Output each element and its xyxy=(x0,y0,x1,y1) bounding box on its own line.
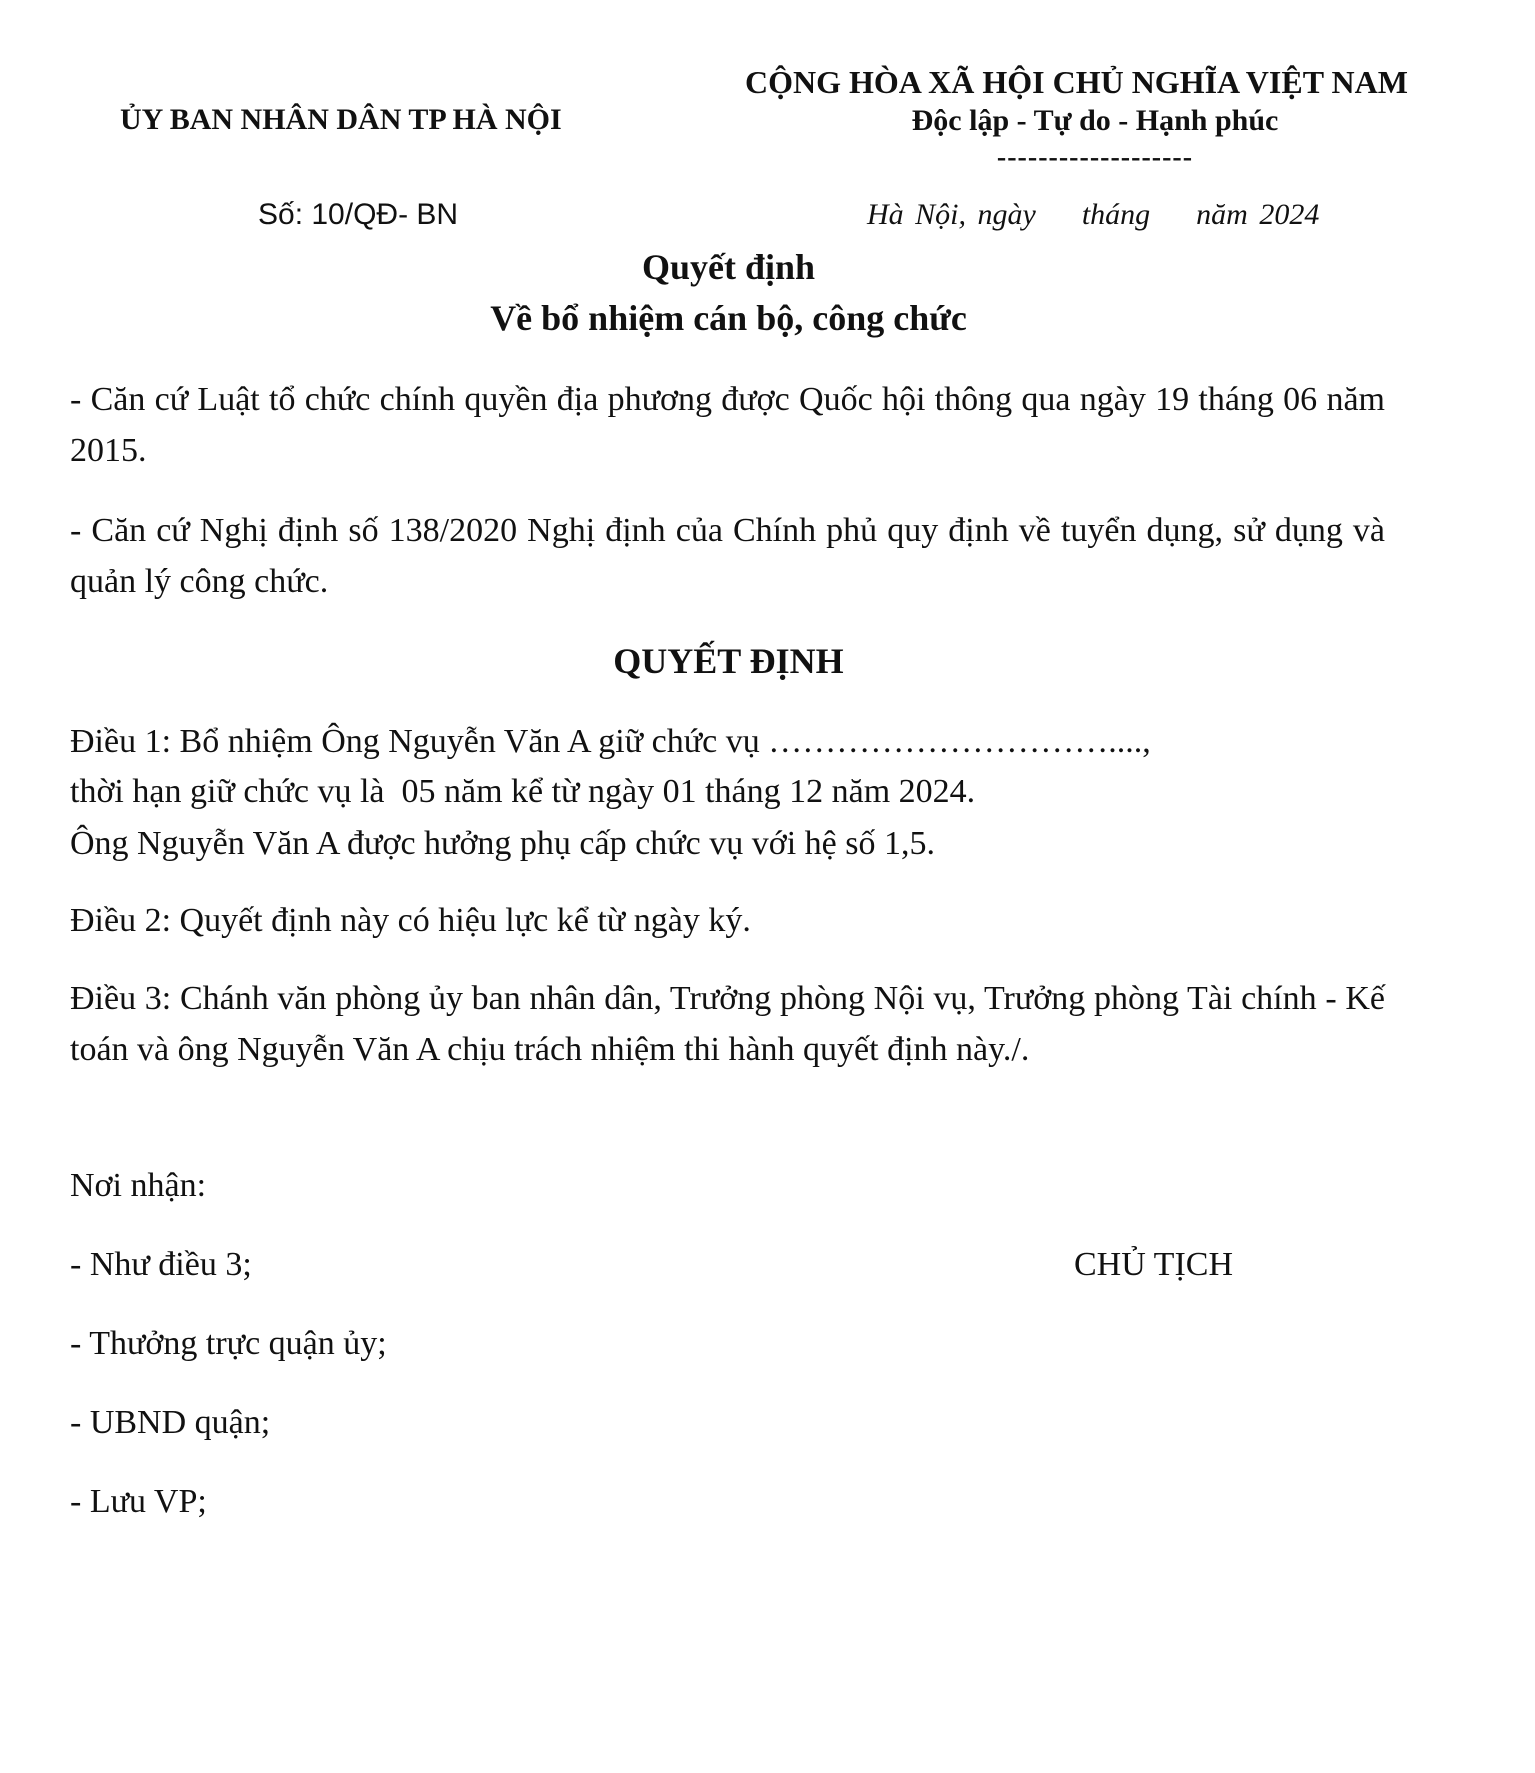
article-1-allowance: Ông Nguyễn Văn A được hưởng phụ cấp chức vụ với hệ số 1,5. xyxy=(70,825,935,862)
issuing-agency: ỦY BAN NHÂN DÂN TP HÀ NỘI xyxy=(120,103,562,136)
recipient-item: - Như điều 3; xyxy=(70,1246,252,1283)
place-and-date xyxy=(867,198,1319,232)
legal-basis-1: - Căn cứ Luật tổ chức chính quyền địa phương được Quốc hội thông qua ngày 19 tháng 06 năm 2015. xyxy=(70,381,1385,469)
decision-heading: QUYẾT ĐỊNH xyxy=(613,641,844,681)
document-title: Quyết định xyxy=(641,247,816,287)
national-motto: Độc lập - Tự do - Hạnh phúc xyxy=(911,104,1279,137)
recipient-item: - UBND quận; xyxy=(70,1404,271,1441)
place-date-text: Hà Nội, ngày tháng năm 2024 xyxy=(867,198,1320,231)
document-subtitle: Về bổ nhiệm cán bộ, công chức xyxy=(490,298,967,338)
header-divider: ------------------- xyxy=(996,142,1194,173)
article-3: Điều 3: Chánh văn phòng ủy ban nhân dân, Trưởng phòng Nội vụ, Trưởng phòng Tài chính - Kế toán và ông Nguyễn Văn A chịu trách nhiệm thi hành quyết định này./. xyxy=(70,980,1385,1068)
legal-basis-2: - Căn cứ Nghị định số 138/2020 Nghị định của Chính phủ quy định về tuyển dụng, sử dụng và quản lý công chức. xyxy=(70,512,1385,600)
national-title: CỘNG HÒA XÃ HỘI CHỦ NGHĨA VIỆT NAM xyxy=(745,64,1408,100)
document-number: Số: 10/QĐ- BN xyxy=(258,198,459,231)
article-2: Điều 2: Quyết định này có hiệu lực kể từ ngày ký. xyxy=(70,902,751,939)
recipient-item: - Lưu VP; xyxy=(70,1483,207,1520)
article-1-term: thời hạn giữ chức vụ là 05 năm kể từ ngày 01 tháng 12 năm 2024. xyxy=(70,773,976,810)
recipient-item: - Thưởng trực quận ủy; xyxy=(70,1325,387,1362)
signer-title: CHỦ TỊCH xyxy=(1074,1246,1233,1283)
recipients-label: Nơi nhận: xyxy=(70,1167,207,1204)
article-1-appointment: Điều 1: Bổ nhiệm Ông Nguyễn Văn A giữ chức vụ …………………………...., xyxy=(70,723,1151,760)
